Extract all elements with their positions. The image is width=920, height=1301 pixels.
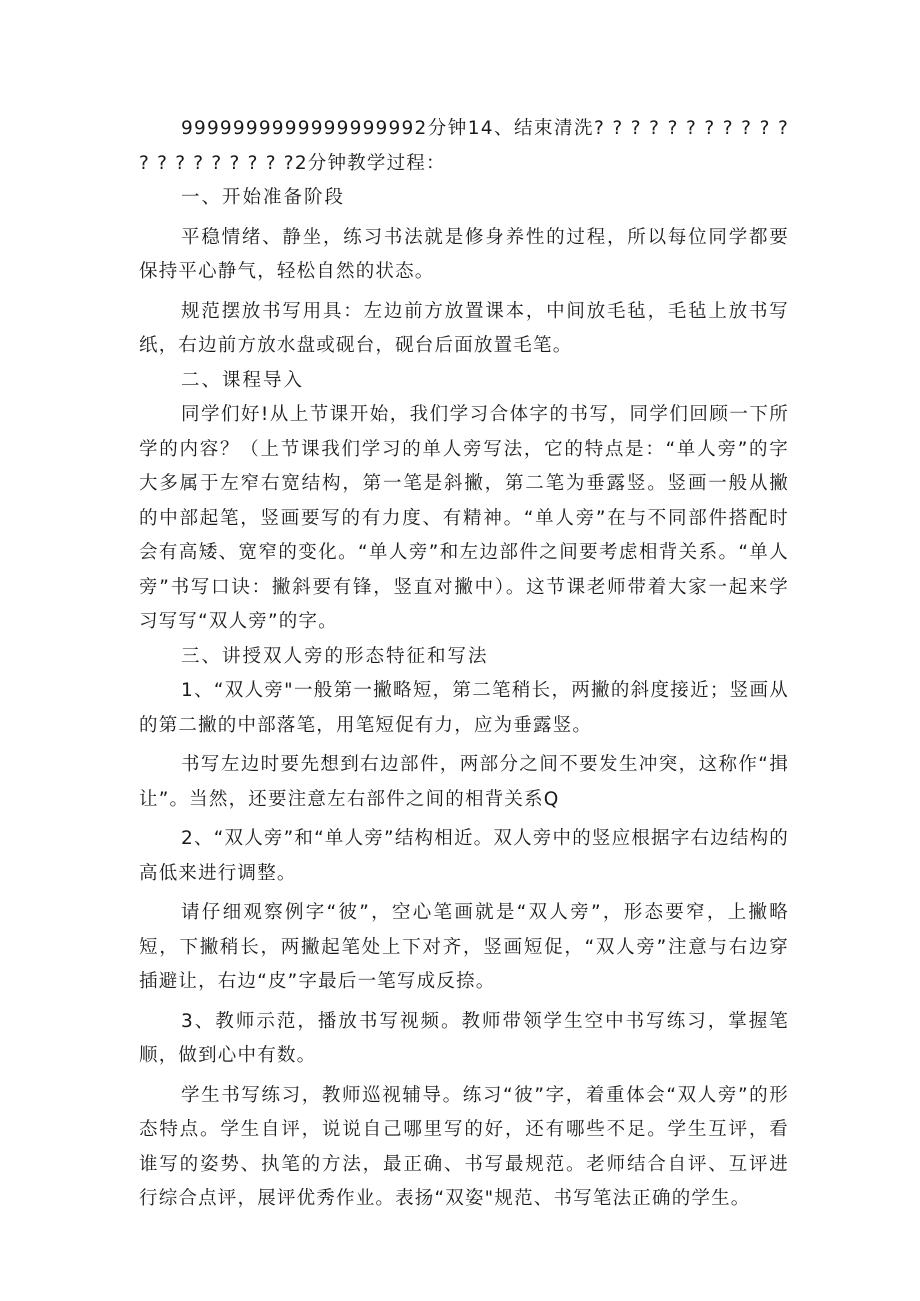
- paragraph-time-schedule: 9999999999999999992分钟14、结束清洗? ? ? ? ? ? ? ? ? ? ? ? ? ? ? ? ? ? ? ?2分钟教学过程：: [139, 118, 789, 174]
- paragraph-student-practice: 学生书写练习，教师巡视辅导。练习“彼”字，着重体会“双人旁”的形态特点。学生自评，说说自己哪里写的好，还有哪些不足。学生互评，看谁写的姿势、执笔的方法，最正确、书写最规范。老师结合自评、互评进行综合点评，展评优秀作业。表扬“双姿"规范、书写笔法正确的学生。: [139, 1084, 789, 1209]
- paragraph-yielding: 书写左边时要先想到右边部件，两部分之间不要发生冲突，这称作“揖让”。当然，还要注意左右部件之间的相背关系Q: [139, 754, 789, 810]
- paragraph-arrange-tools: 规范摆放书写用具：左边前方放置课本，中间放毛毡，毛毡上放书写纸，右边前方放水盘或砚台，砚台后面放置毛笔。: [139, 300, 789, 356]
- document-body: [139, 112, 789, 1217]
- paragraph-calm-emotions: 平稳情绪、静坐，练习书法就是修身养性的过程，所以每位同学都要保持平心静气，轻松自然的状态。: [139, 226, 789, 282]
- section-heading-double-person-radical: 三、讲授双人旁的形态特征和写法: [181, 645, 489, 667]
- paragraph-point-1: 1、“双人旁"一般第一撇略短，第二笔稍长，两撇的斜度接近；竖画从的第二撇的中部落笔，用笔短促有力，应为垂露竖。: [139, 680, 789, 736]
- paragraph-point-2: 2、“双人旁”和“单人旁”结构相近。双人旁中的竖应根据字右边结构的高低来进行调整。: [139, 828, 789, 884]
- paragraph-review-single-person-radical: 同学们好!从上节课开始，我们学习合体字的书写，同学们回顾一下所学的内容？（上节课我们学习的单人旁写法，它的特点是：“单人旁”的字大多属于左窄右宽结构，第一笔是斜撇，第二笔为垂露竖。竖画一般从撇的中部起笔，竖画要写的有力度、有精神。“单人旁”在与不同部件搭配时会有高矮、宽窄的变化。“单人旁”和左边部件之间要考虑相背关系。“单人旁”书写口诀：撇斜要有锋，竖直对撇中）。这节课老师带着大家一起来学习写写“双人旁”的字。: [139, 404, 789, 632]
- section-heading-introduction: 二、课程导入: [181, 369, 305, 391]
- section-heading-preparation: 一、开始准备阶段: [181, 187, 346, 208]
- paragraph-example-character: 请仔细观察例字“彼”，空心笔画就是“双人旁”，形态要窄，上撇略短，下撇稍长，两撇起笔处上下对齐，竖画短促，“双人旁”注意与右边穿插避让，右边“皮”字最后一笔写成反捺。: [139, 902, 789, 992]
- paragraph-point-3: 3、教师示范，播放书写视频。教师带领学生空中书写练习，掌握笔顺，做到心中有数。: [139, 1010, 789, 1066]
